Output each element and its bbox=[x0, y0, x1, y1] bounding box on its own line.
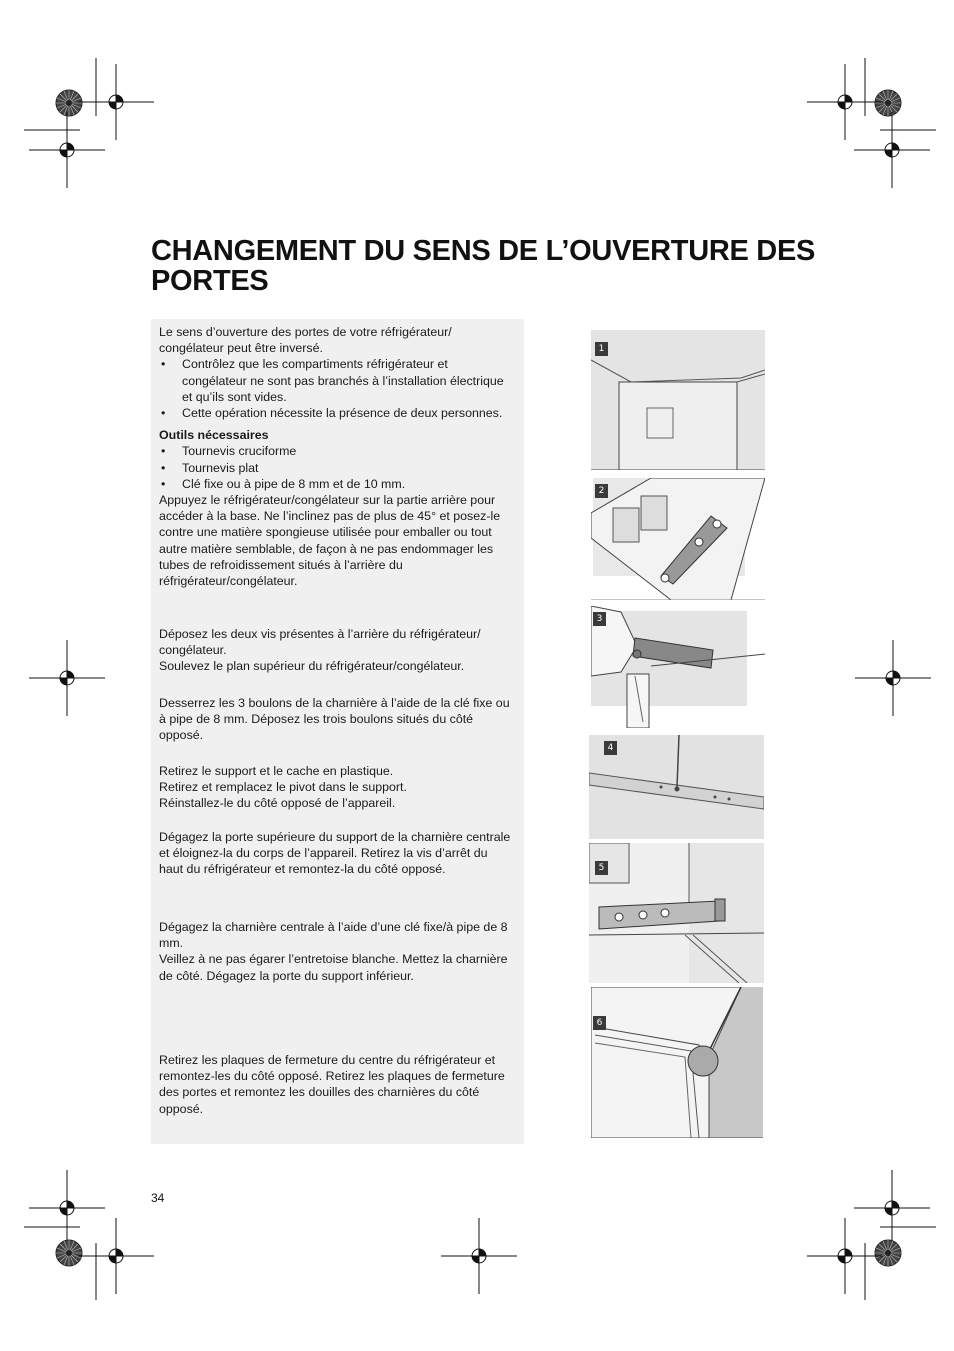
step-4-text: Retirez le support et le cache en plastique. bbox=[159, 764, 394, 778]
figure-1-illustration bbox=[591, 330, 765, 470]
step-2b-text: Soulevez le plan supérieur du réfrigérateur/congélateur. bbox=[159, 659, 465, 674]
list-item: • Clé fixe ou à pipe de 8 mm et de 10 mm. bbox=[159, 476, 515, 492]
step-5-text: Dégagez la porte supérieure du support de la charnière centrale et éloignez-la du corps de l’appareil. Retirez la vis d’arrêt du haut du réfrigérateur et remontez-la du côté opposé. bbox=[159, 830, 511, 877]
tools-list bbox=[159, 443, 515, 492]
figure-4-illustration bbox=[589, 735, 764, 839]
step-4b-text: Retirez et remplacez le pivot dans le support. bbox=[159, 780, 407, 795]
figure-5-illustration bbox=[589, 843, 764, 983]
list-item: • Tournevis plat bbox=[159, 460, 515, 476]
list-item: • Contrôlez que les compartiments réfrigérateur et congélateur ne sont pas branchés à l’installation électrique et qu’ils sont vides. bbox=[159, 356, 515, 405]
figure-1-number: 1 bbox=[595, 342, 608, 356]
step-3-text: Desserrez les 3 boulons de la charnière à l’aide de la clé fixe ou à pipe de 8 mm. Déposez les trois boulons situés du côté opposé. bbox=[159, 696, 510, 743]
figure-4-number: 4 bbox=[604, 741, 617, 755]
page-title: CHANGEMENT DU SENS DE L’OUVERTURE DES PORTES bbox=[151, 235, 816, 297]
intro-block bbox=[159, 324, 515, 589]
figure-2-number: 2 bbox=[595, 484, 608, 498]
step-2-block bbox=[159, 626, 515, 675]
figure-2-illustration bbox=[591, 478, 765, 600]
step-6-text: Dégagez la charnière centrale à l’aide d’une clé fixe/à pipe de 8 mm. bbox=[159, 920, 508, 951]
page-number: 34 bbox=[151, 1191, 165, 1205]
step-6-block bbox=[159, 919, 515, 984]
intro-bullet-list bbox=[159, 356, 515, 421]
list-item: • Cette opération nécessite la présence de deux personnes. bbox=[159, 405, 515, 421]
figure-5-number: 5 bbox=[595, 861, 608, 875]
step-7-text: Retirez les plaques de fermeture du centre du réfrigérateur et remontez-les du côté opposé. Retirez les plaques de fermeture des portes et remontez les douilles des charnières du côté opposé. bbox=[159, 1053, 505, 1116]
step-4c-text: Réinstallez-le du côté opposé de l’appareil. bbox=[159, 796, 396, 811]
step-2-text: Déposez les deux vis présentes à l’arrière du réfrigérateur/ congélateur. bbox=[159, 627, 481, 658]
step-6b-text: Veillez à ne pas égarer l’entretoise blanche. Mettez la charnière de côté. Dégagez la porte du support inférieur. bbox=[159, 952, 508, 983]
figure-6-illustration bbox=[591, 987, 763, 1138]
figure-3-illustration bbox=[591, 606, 765, 728]
step-7-block bbox=[159, 1052, 515, 1117]
figure-3-number: 3 bbox=[593, 612, 606, 626]
step-4-block bbox=[159, 763, 515, 812]
tools-heading: Outils nécessaires bbox=[159, 428, 269, 443]
step-5-block bbox=[159, 829, 515, 878]
intro-text: Le sens d’ouverture des portes de votre réfrigérateur/ congélateur peut être inversé. bbox=[159, 325, 452, 356]
step-3-block bbox=[159, 695, 515, 744]
step-1-text: Appuyez le réfrigérateur/congélateur sur la partie arrière pour accéder à la base. Ne l’inclinez pas de plus de 45° et posez-le contre une matière spongieuse utilisée pour emballer ou tout autre matière semblable, de façon à ne pas endommager les tubes de refroidissement situés à l’arrière du réfrigérateur/congélateur. bbox=[159, 493, 501, 589]
list-item: • Tournevis cruciforme bbox=[159, 443, 515, 459]
figure-6-number: 6 bbox=[593, 1016, 606, 1030]
